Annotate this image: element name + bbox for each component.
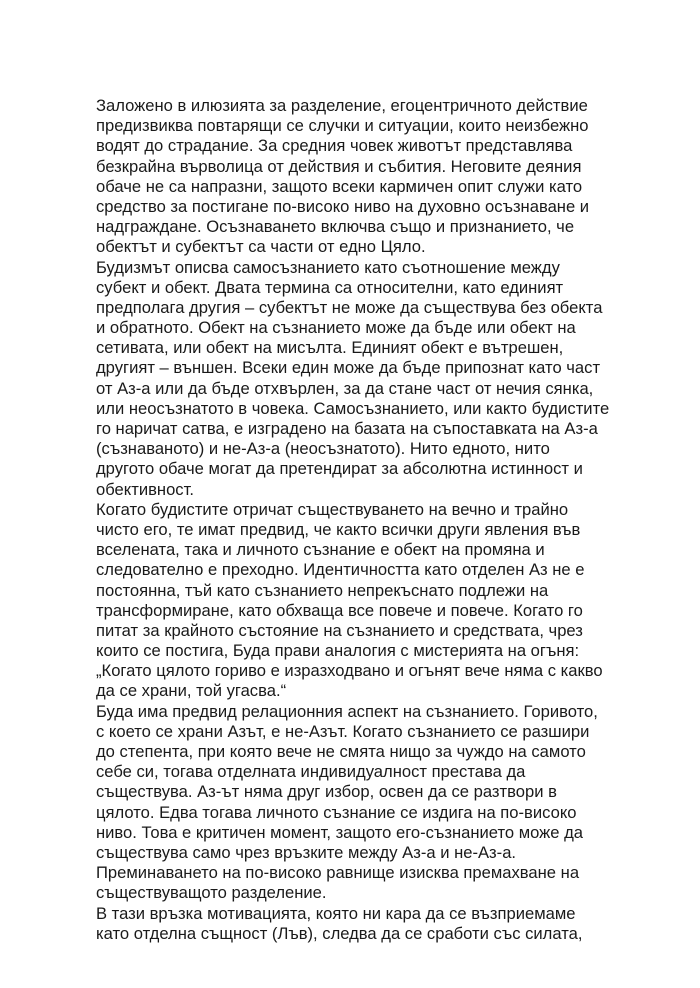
text-line: безкрайна върволица от действия и събития. Неговите деяния (96, 156, 582, 176)
text-line: Буда има предвид релационния аспект на съзнанието. Горивото, (96, 701, 598, 721)
text-line: Заложено в илюзията за разделение, егоцентричното действие (96, 96, 588, 115)
text-line: обективност. (96, 479, 194, 499)
text-line: и обратното. Обект на съзнанието може да бъде или обект на (96, 318, 576, 338)
text-line: надграждане. Осъзнаването включва също и признанието, че (96, 217, 575, 237)
text-line: с което се храни Азът, е не-Азът. Когато съзнанието се разшири (96, 721, 590, 741)
text-line: питат за крайното състояние на съзнанието и средствата, чрез (96, 620, 583, 640)
text-line: чисто его, те имат предвид, че както всички други явления във (96, 519, 581, 539)
text-line: следователно е преходно. Идентичността като отделен Аз не е (96, 560, 585, 580)
text-line: ниво. Това е критичен момент, защото его-съзнанието може да (96, 822, 584, 842)
text-line: предизвиква повтарящи се случки и ситуации, които неизбежно (96, 116, 589, 136)
text-line: които се постига, Буда прави аналогия с мистерията на огъня: (96, 641, 580, 661)
text-line: обектът и субектът са части от едно Цяло. (96, 237, 426, 257)
text-line: Будизмът описва самосъзнанието като съотношение между (96, 257, 560, 277)
text-line: (съзнаваното) и не-Аз-а (неосъзнатото). Нито едното, нито (96, 439, 550, 459)
text-line: водят до страдание. За средния човек животът представлява (96, 136, 573, 156)
text-line: вселената, така и личното съзнание е обект на промяна и (96, 540, 545, 560)
text-line: сетивата, или обект на мисълта. Единият обект е вътрешен, (96, 338, 564, 358)
text-line: обаче не са напразни, защото всеки кармичен опит служи като (96, 176, 583, 196)
text-line: съществува. Аз-ът няма друг избор, освен да се разтвори в (96, 782, 557, 802)
text-line: постоянна, тъй като съзнанието непрекъснато подлежи на (96, 580, 549, 600)
text-line: от Аз-а или да бъде отхвърлен, за да стане част от нечия сянка, (96, 378, 594, 398)
text-line: трансформиране, като обхваща все повече и повече. Когато го (96, 600, 583, 620)
text-line: Когато будистите отричат съществуването на вечно и трайно (96, 499, 569, 519)
text-line: го наричат сатва, е изградено на базата на съпоставката на Аз-а (96, 419, 598, 438)
body-text (96, 96, 616, 944)
text-line: себе си, тогава отделната индивидуалност престава да (96, 762, 526, 782)
text-line: другото обаче могат да претендират за абсолютна истинност и (96, 459, 583, 479)
text-line: „Когато цялото гориво е изразходвано и огънят вече няма с какво (96, 661, 603, 681)
text-line: другият – външен. Всеки един може да бъде припознат като част (96, 358, 601, 378)
text-line: съществува само чрез връзките между Аз-а и не-Аз-а. (96, 842, 517, 862)
text-line: предполага другия – субектът не може да съществува без обекта (96, 297, 603, 317)
text-line: Преминаването на по-високо равнище изисква премахване на (96, 863, 580, 883)
text-line: да се храни, той угасва.“ (96, 681, 287, 701)
text-line: като отделна същност (Лъв), следва да се сработи със силата, (96, 923, 583, 943)
text-line: цялото. Едва тогава личното съзнание се издига на по-високо (96, 802, 577, 822)
text-line: до степента, при която вече не смята нищо за чуждо на самото (96, 742, 586, 761)
text-line: средство за постигане по-високо ниво на духовно осъзнаване и (96, 196, 590, 216)
text-line: или неосъзнатото в човека. Самосъзнанието, или както будистите (96, 398, 610, 418)
text-line: В тази връзка мотивацията, която ни кара да се възприемаме (96, 903, 576, 923)
text-line: субект и обект. Двата термина са относителни, като единият (96, 277, 564, 297)
text-line: съществуващото разделение. (96, 883, 327, 903)
